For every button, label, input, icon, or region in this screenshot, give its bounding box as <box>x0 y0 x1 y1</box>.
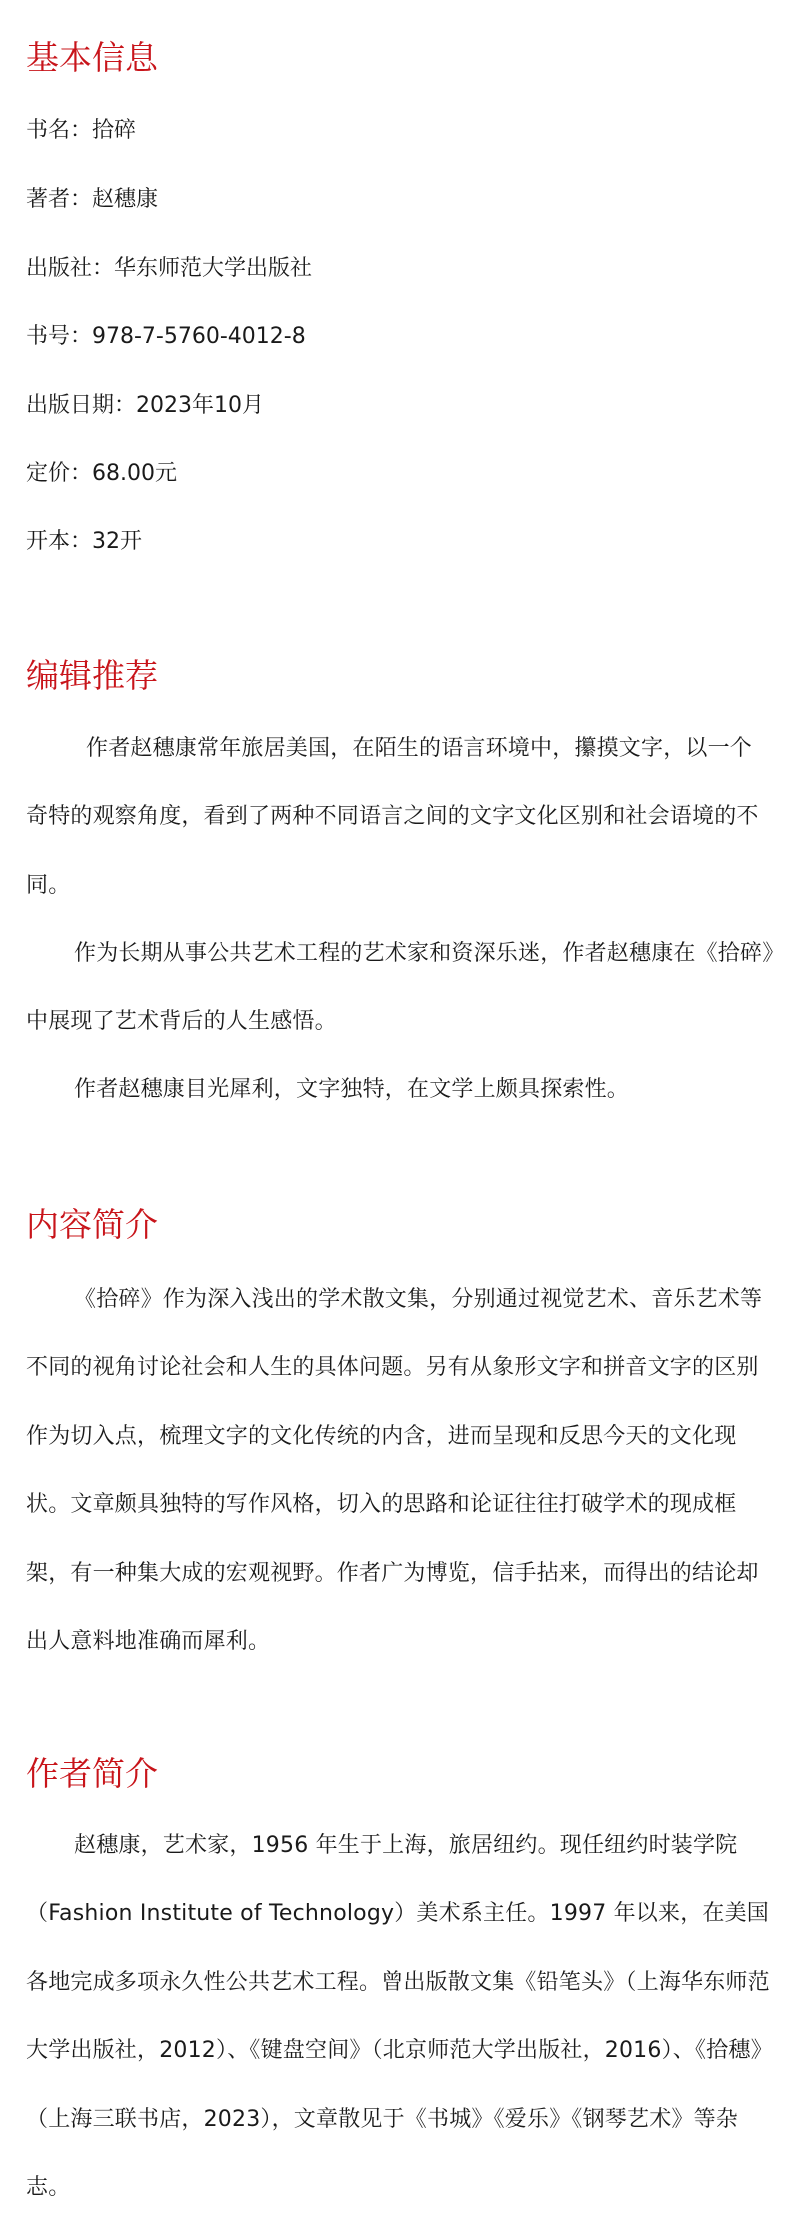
content-summary-heading: 内容简介 <box>26 1205 158 1244</box>
info-format: 开本：32开 <box>26 529 142 554</box>
info-publisher: 出版社：华东师范大学出版社 <box>26 256 313 281</box>
info-title: 书名：拾碎 <box>26 118 137 143</box>
editor-recommendation-paragraph: 作者赵穗康常年旅居美国，在陌生的语言环境中，攥摸文字，以一个奇特的观察角度，看到了两种不同语言之间的文字文化区别和社会语境的不同。 <box>26 736 759 898</box>
author-intro-paragraph: 赵穗康，艺术家，1956 年生于上海，旅居纽约。现任纽约时装学院（Fashion Institute of Technology）美术系主任。1997 年以来，在美国各地完成多项永久性公共艺术工程。曾出版散文集《铅笔头》（上海华东师范大学出版社，2012）、《键盘空间》（北京师范大学出版社，2016）、《拾穗》（上海三联书店，2023），文章散见于《书城》《爱乐》《钢琴艺术》等杂志。 <box>26 1833 773 2201</box>
info-publish-date: 出版日期：2023年10月 <box>26 393 264 418</box>
content-summary-paragraph: 《拾碎》作为深入浅出的学术散文集，分别通过视觉艺术、音乐艺术等不同的视角讨论社会和人生的具体问题。另有从象形文字和拼音文字的区别作为切入点，梳理文字的文化传统的内含，进而呈现和反思今天的文化现状。文章颇具独特的写作风格，切入的思路和论证往往打破学术的现成框架，有一种集大成的宏观视野。作者广为博览，信手拈来，而得出的结论却出人意料地准确而犀利。 <box>26 1287 763 1655</box>
editor-recommendation-paragraph: 作者赵穗康目光犀利，文字独特，在文学上颇具探索性。 <box>74 1077 630 1102</box>
basic-info-heading: 基本信息 <box>26 38 158 77</box>
editor-recommendation-paragraph: 作为长期从事公共艺术工程的艺术家和资深乐迷，作者赵穗康在《拾碎》中展现了艺术背后的人生感悟。 <box>26 941 774 1035</box>
author-intro-heading: 作者简介 <box>26 1754 158 1793</box>
editor-recommendation-heading: 编辑推荐 <box>26 656 158 695</box>
info-price: 定价：68.00元 <box>26 461 177 486</box>
info-author: 著者：赵穗康 <box>26 187 159 212</box>
info-isbn: 书号：978-7-5760-4012-8 <box>26 324 306 349</box>
